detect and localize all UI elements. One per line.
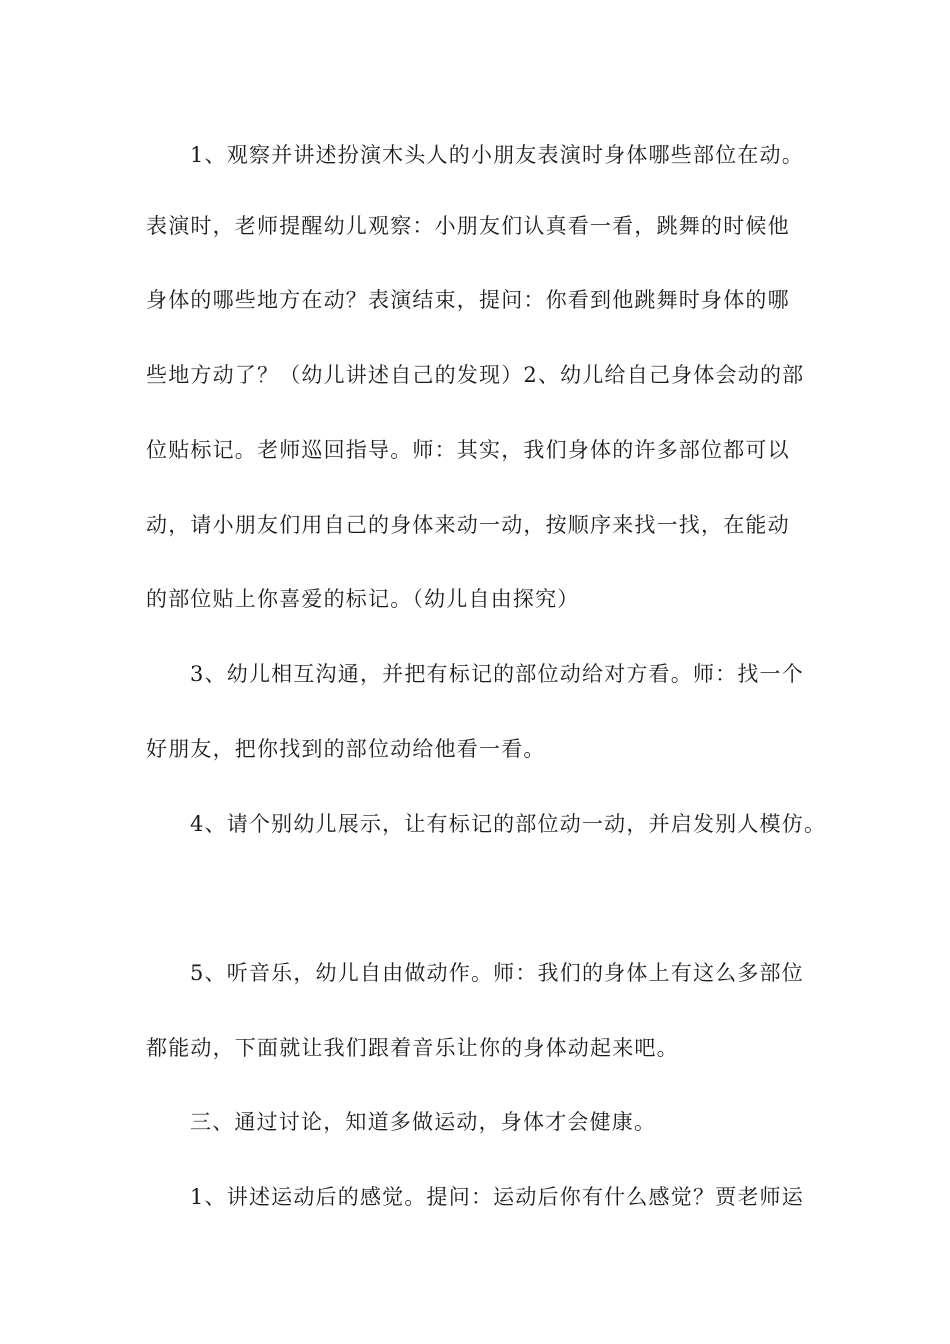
paragraph-line: 5、听音乐，幼儿自由做动作。师：我们的身体上有这么多部位: [190, 961, 804, 985]
paragraph-line: 动，请小朋友们用自己的身体来动一动，按顺序来找一找，在能动: [146, 513, 790, 537]
paragraph-line: 好朋友，把你找到的部位动给他看一看。: [146, 737, 546, 761]
paragraph-line: 1、观察并讲述扮演木头人的小朋友表演时身体哪些部位在动。: [190, 143, 804, 167]
paragraph-line: 位贴标记。老师巡回指导。师：其实，我们身体的许多部位都可以: [146, 438, 790, 462]
paragraph-line: 表演时，老师提醒幼儿观察：小朋友们认真看一看，跳舞的时候他: [146, 214, 790, 238]
section-heading: 三、通过讨论，知道多做运动，身体才会健康。: [190, 1110, 657, 1134]
paragraph-line: 的部位贴上你喜爱的标记。（幼儿自由探究）: [146, 587, 580, 611]
paragraph-line: 些地方动了？（幼儿讲述自己的发现）2、幼儿给自己身体会动的部: [146, 363, 805, 387]
paragraph-line: 都能动，下面就让我们跟着音乐让你的身体动起来吧。: [146, 1036, 679, 1060]
paragraph-line: 身体的哪些地方在动？表演结束，提问：你看到他跳舞时身体的哪: [146, 288, 790, 312]
paragraph-line: 1、讲述运动后的感觉。提问：运动后你有什么感觉？贾老师运: [190, 1185, 804, 1209]
paragraph-line: 3、幼儿相互沟通，并把有标记的部位动给对方看。师：找一个: [190, 662, 804, 686]
paragraph-line: 4、请个别幼儿展示，让有标记的部位动一动，并启发别人模仿。: [190, 812, 827, 836]
